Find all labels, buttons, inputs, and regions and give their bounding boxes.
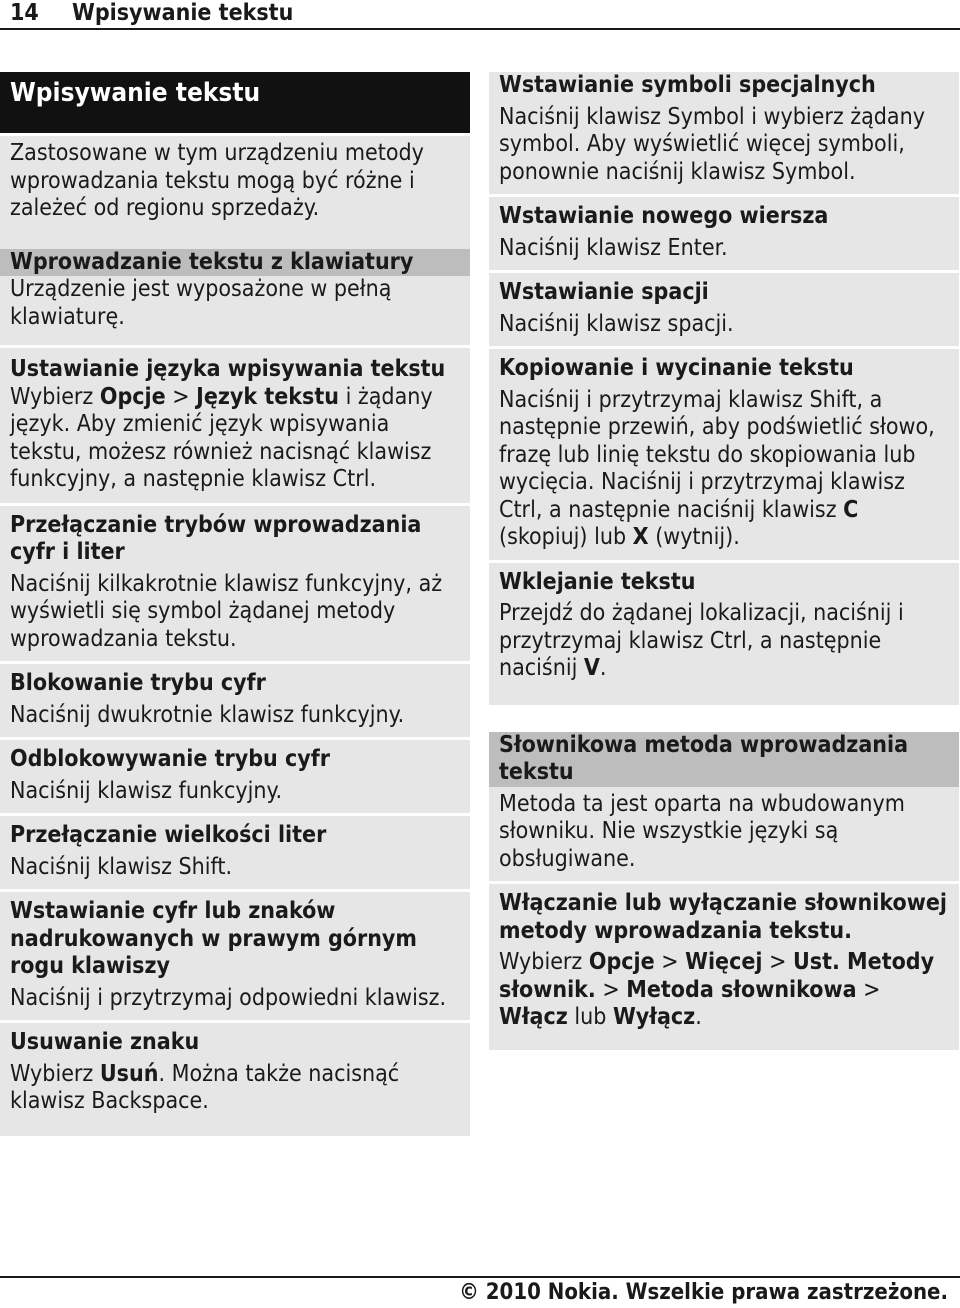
case-block	[0, 816, 470, 889]
unlock-text: Naciśnij klawisz funkcyjny.	[10, 777, 283, 804]
case-heading: Przełączanie wielkości liter	[10, 822, 327, 848]
delete-block	[0, 1023, 470, 1136]
keyboard-heading: Wprowadzanie tekstu z klawiatury	[0, 249, 470, 277]
paste-text: Przejdź do żądanej lokalizacji, naciśnij i przytrzymaj klawisz Ctrl, a następnie naciśnij V.	[499, 600, 904, 681]
space-text: Naciśnij klawisz spacji.	[499, 310, 734, 337]
delete-text: Wybierz Usuń. Można także nacisnąć klawisz Backspace.	[10, 1060, 400, 1114]
dict-toggle-text: Wybierz Opcje > Więcej > Ust. Metody słownik. > Metoda słownikowa > Włącz lub Wyłącz.	[499, 949, 935, 1030]
delete-heading: Usuwanie znaku	[10, 1029, 200, 1055]
newline-block	[489, 197, 959, 270]
intro-text: Zastosowane w tym urządzeniu metody wprowadzania tekstu mogą być różne i zależeć od regionu sprzedaży.	[10, 140, 424, 221]
lock-text: Naciśnij dwukrotnie klawisz funkcyjny.	[10, 701, 405, 728]
section-title: Wpisywanie tekstu	[0, 72, 470, 133]
printed-text: Naciśnij i przytrzymaj odpowiedni klawisz.	[10, 984, 447, 1011]
language-heading: Ustawianie języka wpisywania tekstu	[10, 356, 446, 382]
paste-heading: Wklejanie tekstu	[499, 568, 696, 595]
symbols-block	[489, 72, 959, 194]
dictionary-title: Słownikowa metoda wprowadzania tekstu	[489, 732, 959, 787]
running-title: Wpisywanie tekstu	[72, 0, 294, 26]
footer-rule	[0, 1276, 960, 1278]
menu-option-wiecej: Więcej	[685, 949, 763, 975]
menu-option-metoda-slownikowa: Metoda słownikowa	[626, 976, 857, 1003]
page-header	[0, 0, 960, 30]
key-x: X	[632, 524, 649, 550]
printed-heading: Wstawianie cyfr lub znaków nadrukowanych w prawym górnym rogu klawiszy	[10, 898, 417, 979]
language-block	[0, 348, 470, 503]
menu-option-wlacz: Włącz	[499, 1004, 568, 1030]
language-text: Wybierz Opcje > Język tekstu i żądany język. Aby zmienić język wpisywania tekstu, możesz również nacisnąć klawisz funkcyjny, a następnie klawisz Ctrl.	[10, 383, 433, 492]
newline-heading: Wstawianie nowego wiersza	[499, 203, 829, 229]
page-number: 14	[10, 0, 39, 26]
menu-option-ust-metody: Ust. Metody słownik.	[499, 949, 935, 1003]
dictionary-block	[489, 732, 959, 882]
lock-block	[0, 664, 470, 737]
modes-text: Naciśnij kilkakrotnie klawisz funkcyjny, aż wyświetli się symbol żądanej metody wprowadzania tekstu.	[10, 570, 443, 652]
case-text: Naciśnij klawisz Shift.	[10, 853, 233, 880]
copyright-text: © 2010 Nokia. Wszelkie prawa zastrzeżone.	[459, 1280, 948, 1305]
symbols-text: Naciśnij klawisz Symbol i wybierz żądany symbol. Aby wyświetlić więcej symboli, ponownie naciśnij klawisz Symbol.	[499, 103, 925, 185]
lock-heading: Blokowanie trybu cyfr	[10, 670, 266, 696]
dict-toggle-block	[489, 884, 959, 1050]
menu-option-jezyk-tekstu: Język tekstu	[196, 383, 339, 410]
left-column	[0, 72, 470, 1139]
modes-heading: Przełączanie trybów wprowadzania cyfr i liter	[10, 511, 422, 565]
copy-text: Naciśnij i przytrzymaj klawisz Shift, a następnie przewiń, aby podświetlić słowo, frazę lub linię tekstu do skopiowania lub wycięcia. Naciśnij i przytrzymaj klawisz Ctrl, a następnie naciśnij klawisz C (skopiuj) lub X (wytnij).	[499, 386, 935, 550]
printed-block	[0, 892, 470, 1020]
space-block	[489, 273, 959, 346]
menu-option-opcje: Opcje	[99, 383, 166, 410]
newline-text: Naciśnij klawisz Enter.	[499, 234, 728, 261]
unlock-block	[0, 740, 470, 813]
unlock-heading: Odblokowywanie trybu cyfr	[10, 746, 330, 772]
dictionary-intro: Metoda ta jest oparta na wbudowanym słowniku. Nie wszystkie języki są obsługiwane.	[499, 790, 905, 872]
right-column	[489, 72, 959, 1053]
intro-block	[0, 136, 470, 345]
modes-block	[0, 506, 470, 662]
copy-block	[489, 349, 959, 560]
menu-option-opcje: Opcje	[588, 949, 655, 975]
key-c: C	[843, 496, 859, 523]
header-rule	[0, 28, 960, 30]
paste-block	[489, 563, 959, 705]
copy-heading: Kopiowanie i wycinanie tekstu	[499, 355, 854, 381]
dict-toggle-heading: Włączanie lub wyłączanie słownikowej metody wprowadzania tekstu.	[499, 890, 947, 944]
keyboard-text: Urządzenie jest wyposażone w pełną klawiaturę.	[10, 276, 392, 330]
space-heading: Wstawianie spacji	[499, 279, 709, 305]
menu-option-usun: Usuń	[99, 1060, 159, 1087]
menu-option-wylacz: Wyłącz	[612, 1004, 696, 1030]
key-v: V	[583, 655, 600, 681]
symbols-heading: Wstawianie symboli specjalnych	[499, 72, 876, 98]
